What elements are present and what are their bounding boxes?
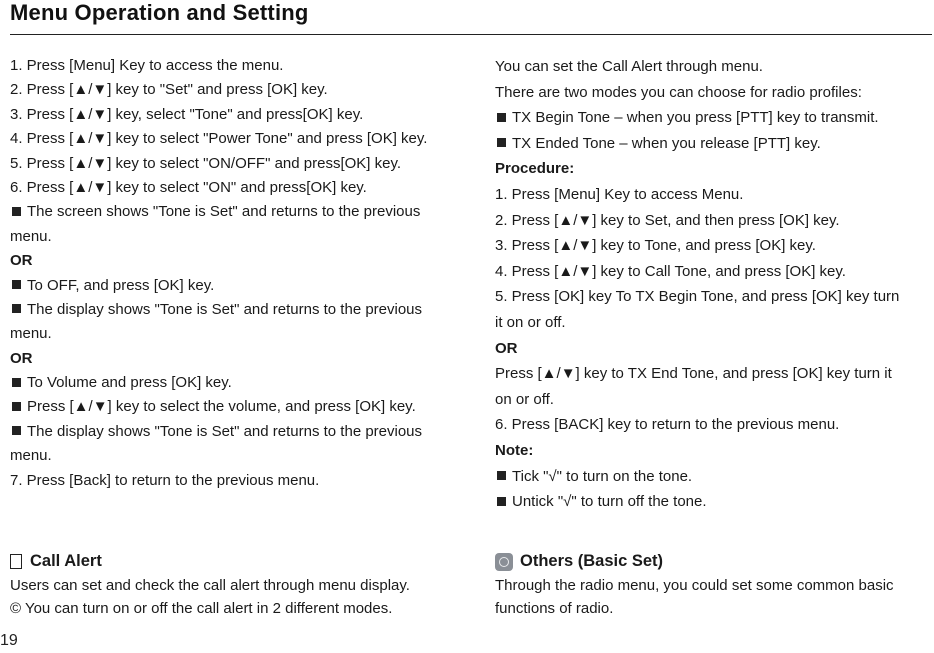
call-alert-body-line: Users can set and check the call alert through menu display. [10,576,410,594]
line-text: 7. Press [Back] to return to the previous menu. [10,471,320,489]
text-line [10,225,450,249]
line-text: Procedure: [495,160,575,178]
text-line [495,412,934,438]
bullet-item [495,489,934,515]
line-text: Untick "√" to turn off the tone. [512,493,707,511]
text-line [10,78,450,102]
line-text: To Volume and press [OK] key. [27,374,232,392]
text-line [10,152,450,176]
line-text: menu. [10,447,52,465]
line-text: on or off. [495,390,554,408]
line-text: Tick "√" to turn on the tone. [512,467,693,485]
text-line [495,310,934,336]
text-line [495,233,934,259]
text-line [10,347,450,371]
line-text: 4. Press [▲/▼] key to Call Tone, and press [OK] key. [495,262,846,280]
text-line [10,54,450,78]
line-text: OR [10,349,33,367]
square-bullet-icon [12,280,21,289]
others-heading-text: Others (Basic Set) [520,552,664,570]
settings-icon [495,553,513,571]
line-text: 6. Press [▲/▼] key to select "ON" and press[OK] key. [10,178,367,196]
square-bullet-icon [12,304,21,313]
call-alert-section [10,550,450,621]
text-line [495,259,934,285]
square-bullet-icon [12,402,21,411]
square-bullet-icon [12,378,21,387]
line-text: 5. Press [▲/▼] key to select "ON/OFF" and press[OK] key. [10,154,402,172]
text-line [495,438,934,464]
square-bullet-icon [497,471,506,480]
page-title: Menu Operation and Setting [10,0,309,25]
left-column [10,54,450,493]
line-text: Press [▲/▼] key to TX End Tone, and press [OK] key turn it [495,365,892,383]
text-line [495,54,934,80]
line-text: 1. Press [Menu] Key to access Menu. [495,185,744,203]
text-line [10,103,450,127]
text-line [495,361,934,387]
page-number: 19 [0,632,18,649]
line-text: The display shows "Tone is Set" and returns to the previous [27,300,423,318]
bullet-item [495,105,934,131]
text-line [495,208,934,234]
line-text: 6. Press [BACK] key to return to the previous menu. [495,416,840,434]
line-text: 5. Press [OK] key To TX Begin Tone, and press [OK] key turn [495,288,900,306]
bullet-item [10,298,450,322]
others-section [495,550,934,621]
bullet-item [10,200,450,224]
line-text: To OFF, and press [OK] key. [27,276,215,294]
text-line [10,249,450,273]
square-bullet-icon [497,113,506,122]
line-text: The screen shows "Tone is Set" and returns to the previous [27,203,421,221]
square-bullet-icon [12,207,21,216]
text-line [495,80,934,106]
line-text: There are two modes you can choose for radio profiles: [495,83,862,101]
line-text: 3. Press [▲/▼] key, select "Tone" and press[OK] key. [10,105,364,123]
others-body-line: functions of radio. [495,600,614,617]
bullet-item [10,274,450,298]
title-divider [10,34,932,35]
others-body-line: Through the radio menu, you could set some common basic [495,576,894,594]
line-text: menu. [10,325,52,343]
line-text: 2. Press [▲/▼] key to Set, and then press [OK] key. [495,211,840,229]
text-line [495,156,934,182]
right-column [495,54,934,515]
line-text: OR [10,252,33,270]
line-text: The display shows "Tone is Set" and returns to the previous [27,422,423,440]
text-line [10,444,450,468]
line-text: TX Begin Tone – when you press [PTT] key to transmit. [512,109,879,127]
bullet-item [495,464,934,490]
line-text: Press [▲/▼] key to select the volume, and press [OK] key. [27,398,416,416]
line-text: 4. Press [▲/▼] key to select "Power Tone" and press [OK] key. [10,130,428,148]
checkbox-icon [10,554,22,569]
line-text: it on or off. [495,313,566,331]
bullet-item [10,371,450,395]
square-bullet-icon [12,426,21,435]
others-heading [495,550,934,574]
line-text: TX Ended Tone – when you release [PTT] key. [512,134,821,152]
line-text: 3. Press [▲/▼] key to Tone, and press [OK] key. [495,237,816,255]
text-line [10,322,450,346]
bullet-item [10,395,450,419]
text-line [495,182,934,208]
text-line [495,387,934,413]
line-text: Note: [495,441,534,459]
bullet-item [10,420,450,444]
square-bullet-icon [497,497,506,506]
line-text: menu. [10,227,52,245]
line-text: 1. Press [Menu] Key to access the menu. [10,57,284,74]
text-line [10,469,450,493]
call-alert-heading [10,550,450,574]
square-bullet-icon [497,138,506,147]
bullet-item [495,131,934,157]
text-line [495,336,934,362]
text-line [495,284,934,310]
call-alert-body-line: © You can turn on or off the call alert in 2 different modes. [10,600,393,617]
text-line [10,127,450,151]
text-line [10,176,450,200]
line-text: OR [495,339,518,357]
line-text: You can set the Call Alert through menu. [495,58,763,75]
call-alert-heading-text: Call Alert [30,552,102,570]
line-text: 2. Press [▲/▼] key to "Set" and press [OK] key. [10,81,328,99]
